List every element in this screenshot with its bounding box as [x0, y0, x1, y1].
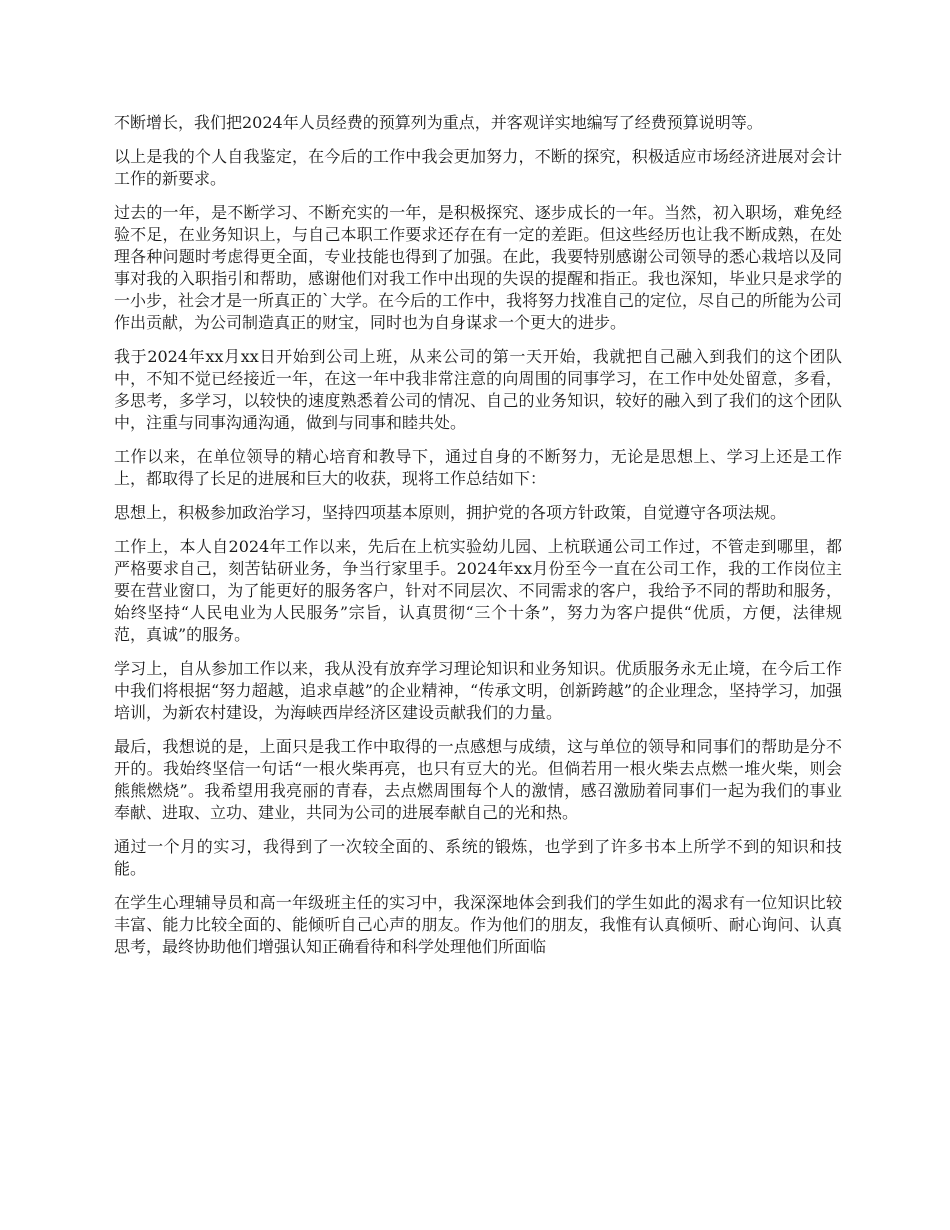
paragraph-1: 不断增长，我们把2024年人员经费的预算列为重点，并客观详实地编写了经费预算说明等。	[114, 113, 763, 132]
paragraph-3: 过去的一年，是不断学习、不断充实的一年，是积极探究、逐步成长的一年。当然，初入职场，难免经验不足，在业务知识上，与自己本职工作要求还存在有一定的差距。但这些经历也让我不断成熟，在处理各种问题时考虑得更全面，专业技能也得到了加强。在此，我要特别感谢公司领导的悉心栽培以及同事对我的入职指引和帮助，感谢他们对我工作中出现的失误的提醒和指正。我也深知，毕业只是求学的一小步，社会才是一所真正的`大学。在今后的工作中，我将努力找准自己的定位，尽自己的所能为公司作出贡献，为公司制造真正的财宝，同时也为自身谋求一个更大的进步。	[114, 203, 843, 332]
paragraph-7: 工作上，本人自2024年工作以来，先后在上杭实验幼儿园、上杭联通公司工作过，不管走到哪里，都严格要求自己，刻苦钻研业务，争当行家里手。2024年xx月份至今一直在公司工作，我的工作岗位主要在营业窗口，为了能更好的服务客户，针对不同层次、不同需求的客户，我给予不同的帮助和服务，始终坚持“人民电业为人民服务”宗旨，认真贯彻“三个十条”，努力为客户提供“优质，方便，法律规范，真诚”的服务。	[114, 537, 842, 644]
document-page	[114, 112, 842, 970]
paragraph-11: 在学生心理辅导员和高一年级班主任的实习中，我深深地体会到我们的学生如此的渴求有一位知识比较丰富、能力比较全面的、能倾听自己心声的朋友。作为他们的朋友，我惟有认真倾听、耐心询问、认真思考，最终协助他们增强认知正确看待和科学处理他们所面临	[114, 893, 842, 956]
paragraph-6: 思想上，积极参加政治学习，坚持四项基本原则，拥护党的各项方针政策，自觉遵守各项法规。	[114, 503, 787, 522]
paragraph-10: 通过一个月的实习，我得到了一次较全面的、系统的锻炼，也学到了许多书本上所学不到的知识和技能。	[114, 837, 842, 878]
paragraph-5: 工作以来，在单位领导的精心培育和教导下，通过自身的不断努力，无论是思想上、学习上还是工作上，都取得了长足的进展和巨大的收获，现将工作总结如下：	[114, 447, 842, 488]
paragraph-2: 以上是我的个人自我鉴定，在今后的工作中我会更加努力，不断的探究，积极适应市场经济进展对会计工作的新要求。	[114, 147, 842, 188]
paragraph-8: 学习上，自从参加工作以来，我从没有放弃学习理论知识和业务知识。优质服务永无止境，在今后工作中我们将根据“努力超越，追求卓越”的企业精神，“传承文明，创新跨越”的企业理念，坚持学习，加强培训，为新农村建设，为海峡西岸经济区建设贡献我们的力量。	[114, 659, 842, 722]
paragraph-9: 最后，我想说的是，上面只是我工作中取得的一点感想与成绩，这与单位的领导和同事们的帮助是分不开的。我始终坚信一句话“一根火柴再亮，也只有豆大的光。但倘若用一根火柴去点燃一堆火柴，则会熊熊燃烧”。我希望用我亮丽的青春，去点燃周围每个人的激情，感召激励着同事们一起为我们的事业奉献、进取、立功、建业，共同为公司的进展奉献自己的光和热。	[114, 737, 842, 822]
paragraph-4: 我于2024年xx月xx日开始到公司上班，从来公司的第一天开始，我就把自己融入到我们的这个团队中，不知不觉已经接近一年，在这一年中我非常注意的向周围的同事学习，在工作中处处留意，多看，多思考，多学习，以较快的速度熟悉着公司的情况、自己的业务知识，较好的融入到了我们的这个团队中，注重与同事沟通沟通，做到与同事和睦共处。	[114, 347, 842, 432]
